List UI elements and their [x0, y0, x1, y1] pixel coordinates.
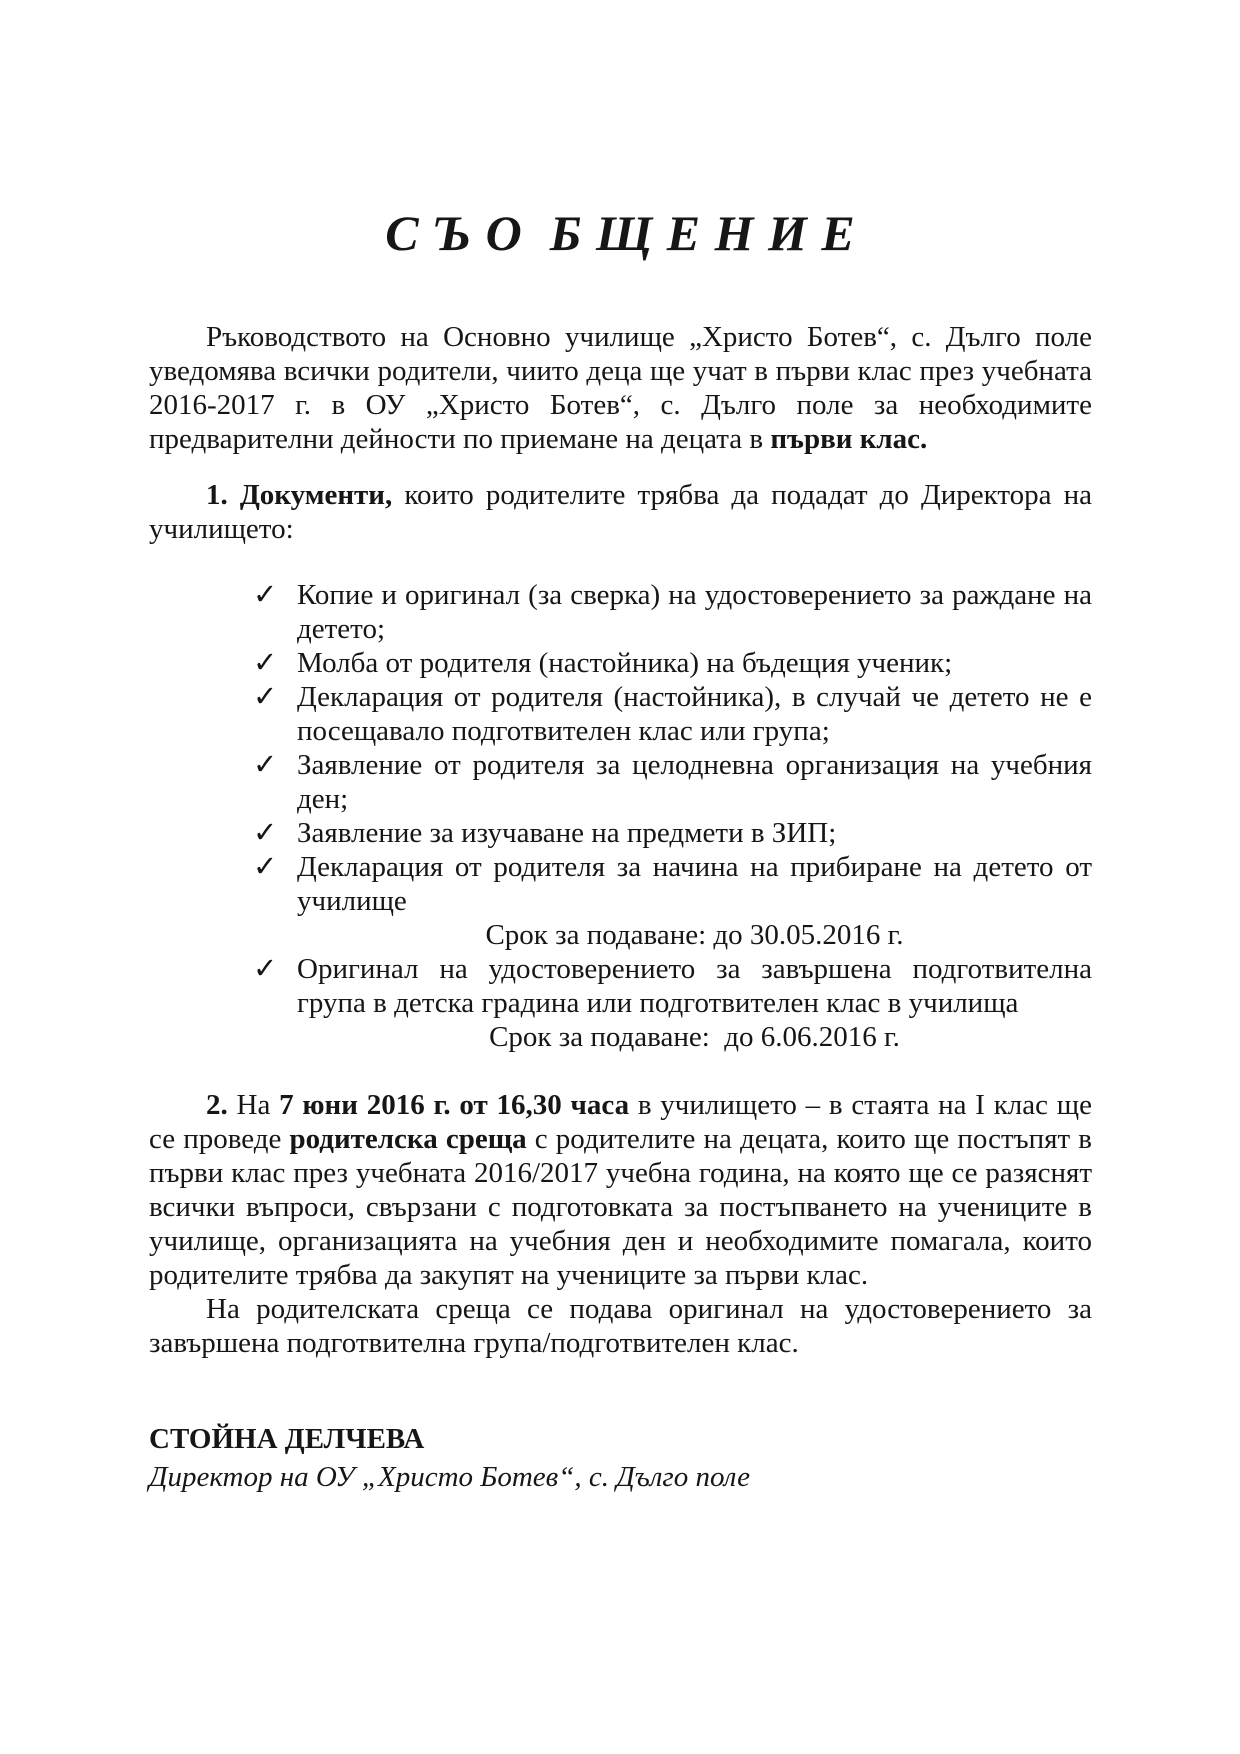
checkmark-icon: ✓ — [253, 681, 278, 713]
list-item-text: Декларация от родителя (настойника), в случай че детето не е посещавало подготвителен клас или група; — [297, 681, 1092, 747]
document-title: С Ъ О Б Щ Е Н И Е — [385, 205, 856, 261]
list-item-text: Заявление от родителя за целодневна организация на учебния ден; — [297, 749, 1092, 815]
checkmark-icon: ✓ — [253, 647, 278, 679]
checkmark-icon: ✓ — [253, 851, 278, 883]
checkmark-icon: ✓ — [253, 817, 278, 849]
list-item-text: Копие и оригинал (за сверка) на удостоверението за раждане на детето; — [297, 579, 1092, 645]
deadline-1: Срок за подаване: до 30.05.2016 г. — [485, 919, 904, 951]
intro-paragraph: Ръководството на Основно училище „Христо Ботев“, с. Дълго поле уведомява всички родители, чиито деца ще учат в първи клас през учебната 2016-2017 г. в ОУ „Христо Ботев“, с. Дълго поле за необходимите предварителни дейности по приемане на децата в първи клас. — [149, 321, 1092, 455]
checkmark-icon: ✓ — [253, 579, 278, 611]
list-item — [149, 748, 1092, 816]
deadline-2: Срок за подаване: до 6.06.2016 г. — [489, 1021, 900, 1053]
list-item — [149, 816, 1092, 850]
signature-block — [149, 1420, 1092, 1496]
list-item — [149, 850, 1092, 918]
list-item — [149, 680, 1092, 748]
section-2-paragraph-2: На родителската среща се подава оригинал на удостоверението за завършена подготвителна група/подготвителен клас. — [149, 1293, 1092, 1359]
signature-name: СТОЙНА ДЕЛЧЕВА — [149, 1423, 425, 1455]
list-item-text: Заявление за изучаване на предмети в ЗИП; — [297, 817, 837, 849]
list-item-text: Декларация от родителя за начина на прибиране на детето от училище — [297, 851, 1092, 917]
signature-title: Директор на ОУ „Христо Ботев“, с. Дълго поле — [149, 1461, 750, 1493]
list-item — [149, 646, 1092, 680]
list-item-text: Оригинал на удостоверението за завършена подготвителна група в детска градина или подготвителен клас в училища — [297, 953, 1092, 1019]
checkmark-icon: ✓ — [253, 749, 278, 781]
checkmark-icon: ✓ — [253, 953, 278, 985]
list-item-text: Молба от родителя (настойника) на бъдещия ученик; — [297, 647, 953, 679]
list-item — [149, 952, 1092, 1020]
section-2-paragraph: 2. На 7 юни 2016 г. от 16,30 часа в училището – в стаята на I клас ще се проведе родителска среща с родителите на децата, които ще постъпят в първи клас през учебната 2016/2017 учебна година, на която ще се разяснят всички въпроси, свързани с подготовката за постъпването на учениците в училище, организацията на учебния ден и необходимите помагала, които родителите трябва да закупят на учениците за първи клас. — [149, 1089, 1092, 1291]
section-1-heading: 1. Документи, които родителите трябва да подадат до Директора на училището: — [149, 479, 1092, 545]
documents-list — [149, 578, 1092, 1054]
list-item — [149, 578, 1092, 646]
